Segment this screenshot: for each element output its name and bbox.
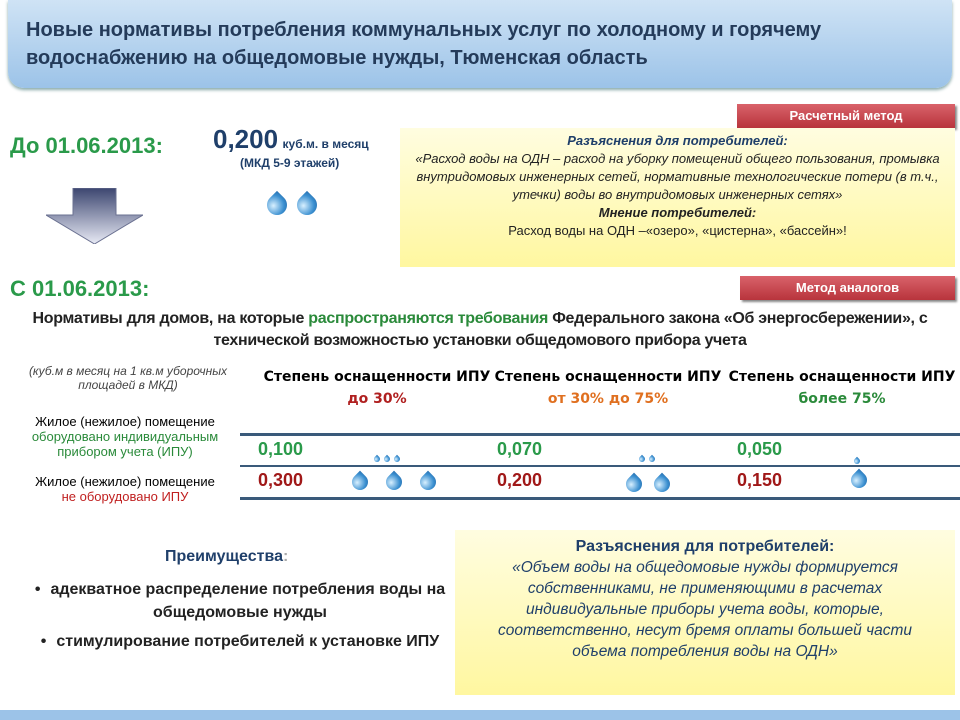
water-drop-icon [848,469,871,492]
advantage-item [30,578,450,624]
advantage-text: адекватное распределение потребления воды на общедомовые нужды [50,581,446,621]
norms-heading-part: Нормативы для домов, на которые [32,310,309,327]
column-title: Степень оснащенности ИПУ [728,369,956,385]
column-range: более 75% [798,391,886,407]
drops-large [846,472,872,493]
norm-value: 0,200 [497,470,543,490]
advantages-list [30,578,450,653]
column-range: от 30% до 75% [547,391,669,407]
explain1-text: «Расход воды на ОДН – расход на уборку помещений общего пользования, промывка внутридомовых инженерных сетей, нормативные технологические потери (в т.ч., утечки) воды во внутридомовых инженерных сетях» [415,151,940,202]
column-header [726,366,958,410]
table-divider [240,497,960,500]
page-title: Новые нормативы потребления коммунальных услуг по холодному и горячему водоснабжению на общедомовые нужды, Тюменская область [26,19,822,69]
norm-value: 0,070 [497,439,543,459]
explanation-box-1 [400,128,955,267]
bullet-icon: • [40,633,47,650]
drops-before [262,195,322,220]
before-value: 0,200 [213,124,279,154]
row-label-line: Жилое (нежилое) помещение [35,474,215,489]
explain1-text2: Расход воды на ОДН –«озеро», «цистерна», «бассейн»! [508,223,847,238]
norms-heading-highlight: распространяются требования [308,310,549,327]
unit-note: (куб.м в месяц на 1 кв.м уборочных площадей в МКД) [28,364,228,392]
explain1-heading: Разъяснения для потребителей: [567,133,788,148]
arrow-down-icon [46,188,143,244]
column-title: Степень оснащенности ИПУ [263,369,491,385]
water-drop-icon [383,455,391,463]
column-header [262,366,492,410]
water-drop-icon [853,457,861,465]
explain2-text: «Объем воды на общедомовые нужды формируется собственниками, не применяющими в расчетах индивидуальные приборы учета воды, которые, соответственно, несут бремя оплаты большей части объема потребления воды на ОДН» [497,559,913,660]
explain2-heading: Разъяснения для потребителей: [575,538,835,555]
advantages-heading-text: Преимущества [165,548,283,565]
water-drop-icon [651,473,674,496]
water-drop-icon [293,191,321,219]
water-drop-icon [373,455,381,463]
drops-small [372,449,402,467]
row-label-line: не оборудовано ИПУ [61,489,189,504]
header-banner [8,0,952,88]
drops-large [343,474,445,495]
advantage-text: стимулирование потребителей к установке ИПУ [56,633,440,650]
drops-large [620,476,676,497]
row-label [5,414,245,459]
norm-value: 0,300 [258,470,304,490]
table-divider [240,433,960,436]
column-title: Степень оснащенности ИПУ [494,369,722,385]
footer-strip [0,710,960,720]
explanation-box-2 [455,530,955,695]
water-drop-icon [393,455,401,463]
advantage-item [30,630,450,653]
drops-small [637,449,657,467]
before-note: (МКД 5-9 этажей) [240,156,340,170]
water-drop-icon [623,473,646,496]
after-date-label: С 01.06.2013: [10,276,150,301]
calc-method-tag: Расчетный метод [737,104,955,128]
water-drop-icon [648,455,656,463]
advantages-heading [165,548,288,566]
before-date-label: До 01.06.2013: [10,133,163,158]
advantages-colon: : [282,548,289,565]
water-drop-icon [638,455,646,463]
before-norm [213,124,369,155]
explain1-heading2: Мнение потребителей: [598,205,757,220]
norms-heading [12,308,948,352]
row-label-line: оборудовано индивидуальным прибором учета (ИПУ) [31,429,219,459]
water-drop-icon [263,191,291,219]
water-drop-icon [349,471,372,494]
water-drop-icon [383,471,406,494]
norms-heading-part: Федерального закона «Об энергосбережении», с технической возможностью установки общедомового прибора учета [213,310,928,349]
norm-value: 0,100 [258,439,304,459]
column-range: до 30% [347,391,407,407]
analog-method-tag: Метод аналогов [740,276,955,300]
norm-value: 0,150 [737,470,783,490]
water-drop-icon [417,471,440,494]
drops-small [852,451,862,469]
row-label [5,474,245,504]
bullet-icon: • [34,581,41,598]
row-label-line: Жилое (нежилое) помещение [35,414,215,429]
norm-value: 0,050 [737,439,783,459]
column-header [492,366,724,410]
before-unit: куб.м. в месяц [282,137,369,151]
